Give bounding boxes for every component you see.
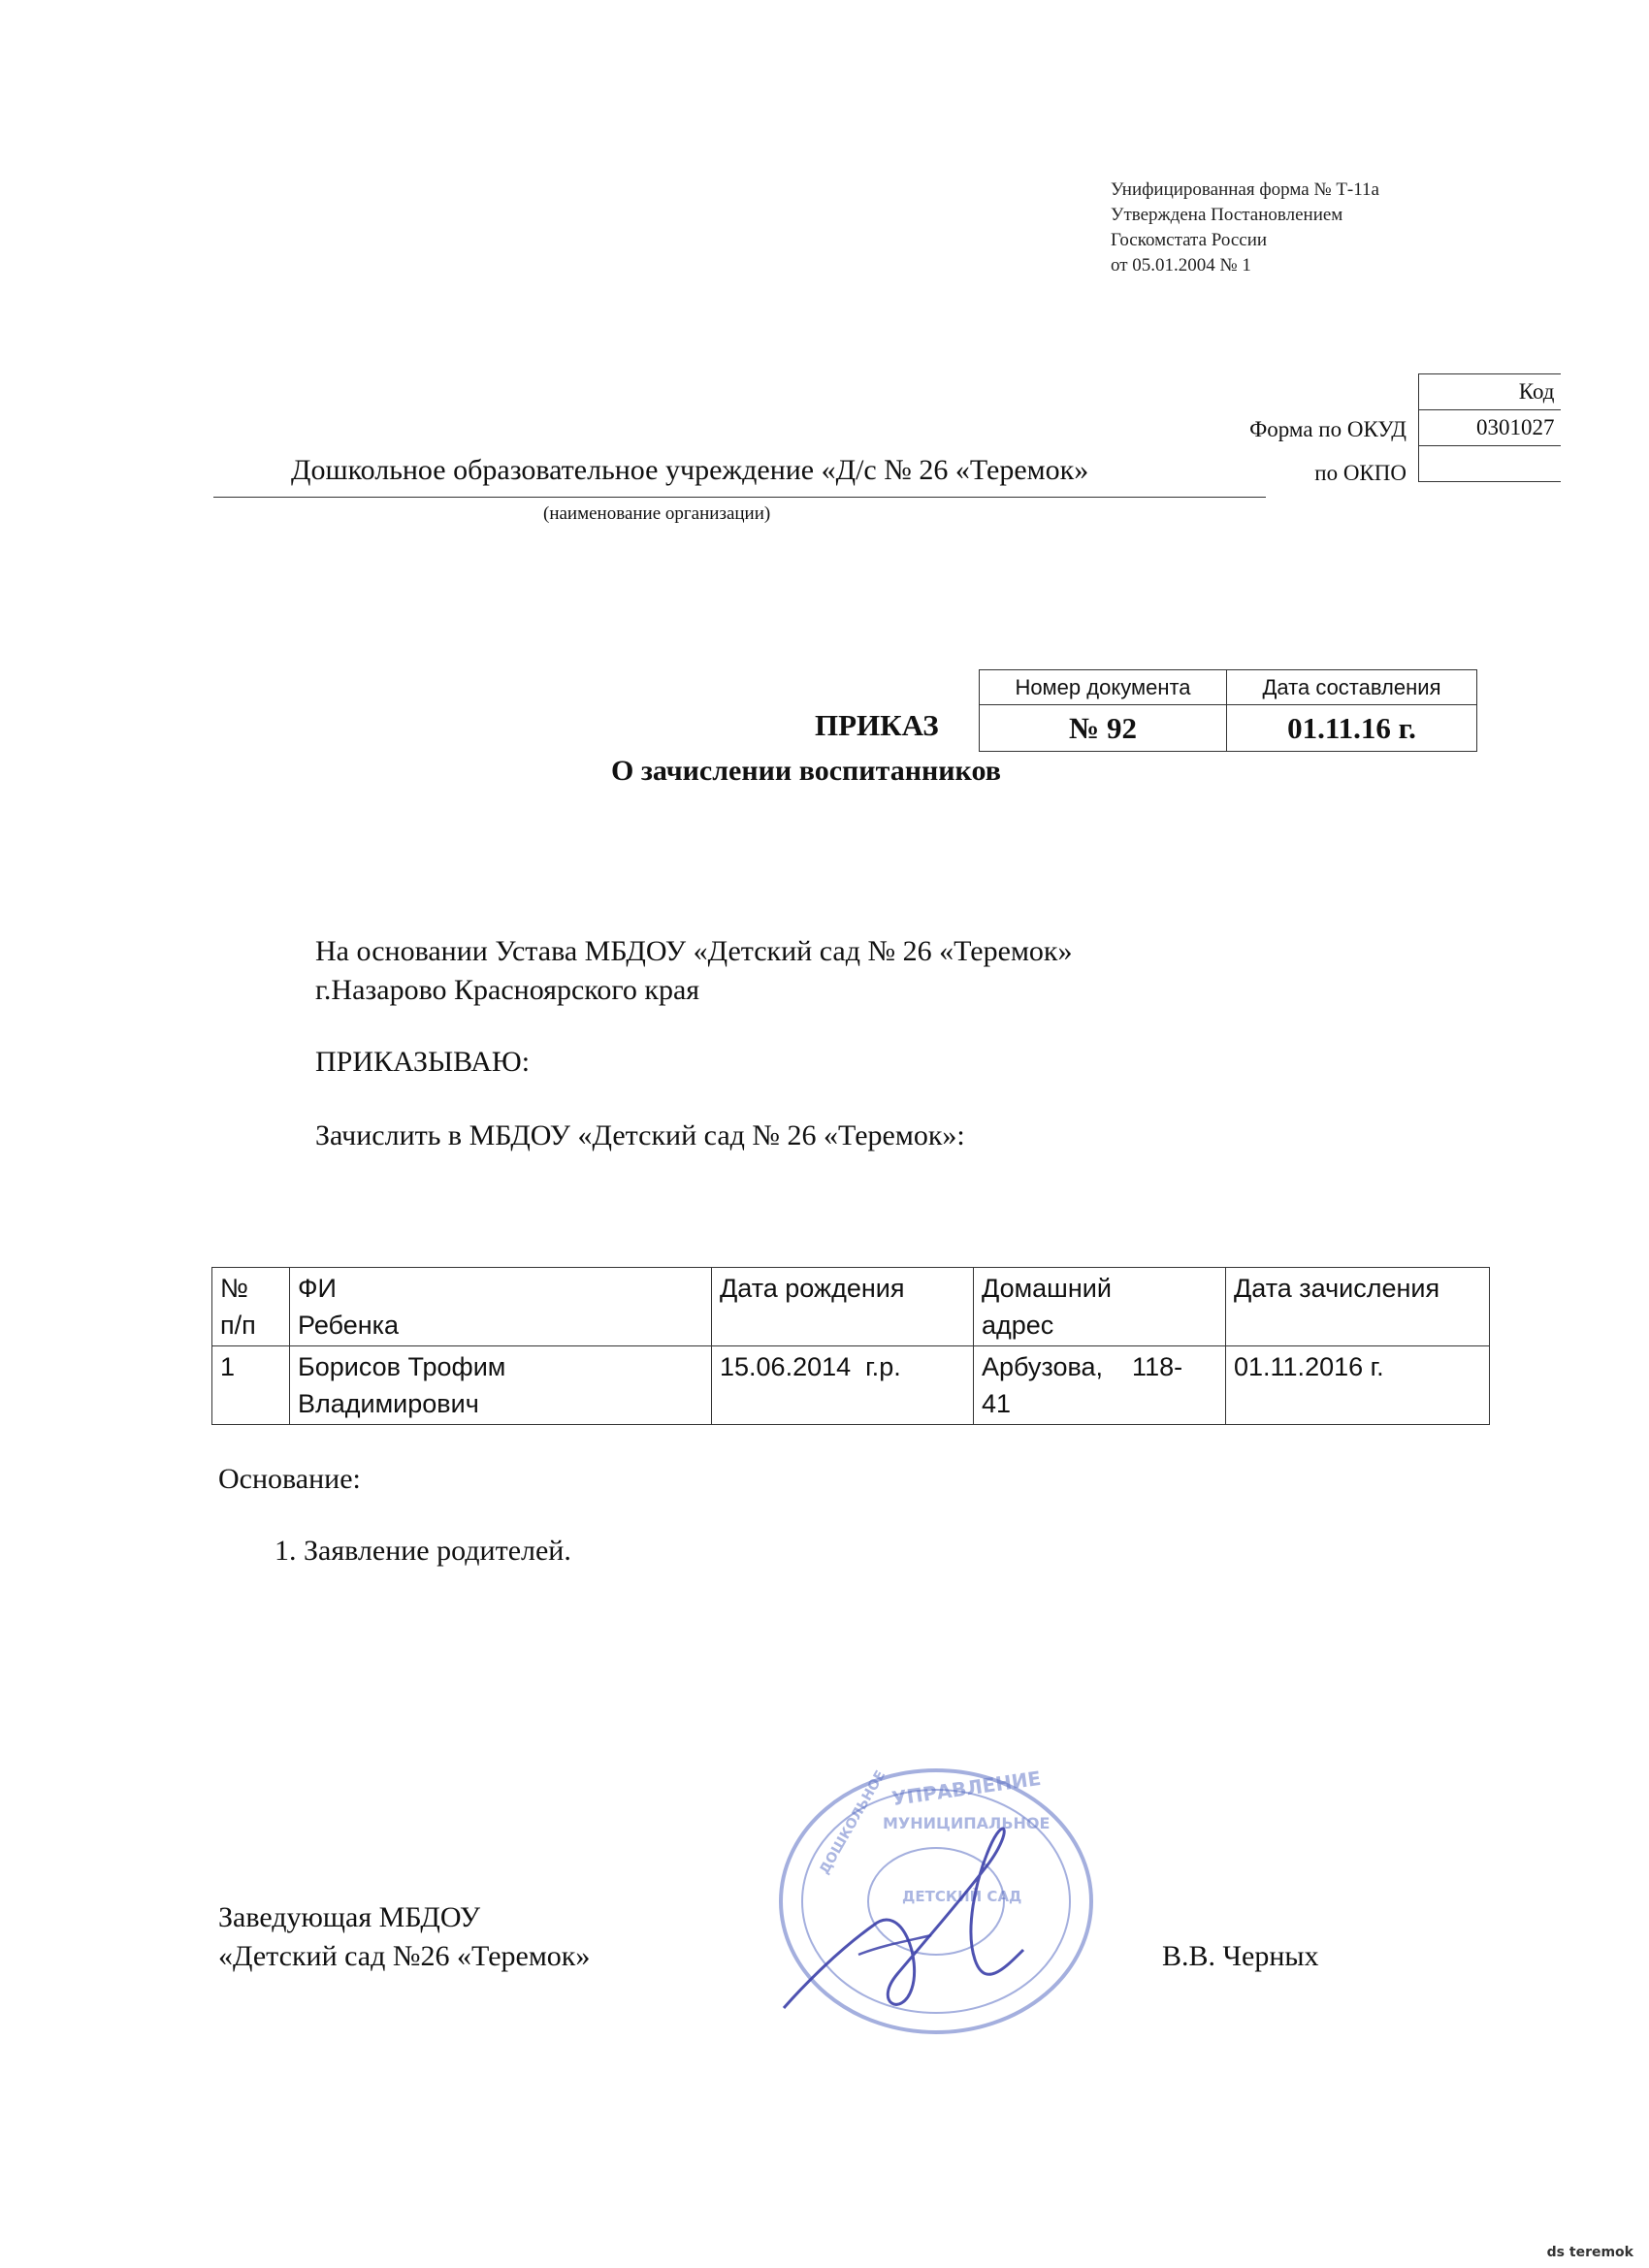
svg-text:МУНИЦИПАЛЬНОЕ: МУНИЦИПАЛЬНОЕ (883, 1814, 1051, 1832)
document-table (979, 669, 1477, 752)
header-text: адрес (982, 1311, 1054, 1340)
enroll-line: Зачислить в МБДОУ «Детский сад № 26 «Теремок»: (315, 1119, 965, 1151)
basis-item: 1. Заявление родителей. (275, 1535, 571, 1567)
document-subtitle: О зачислении воспитанников (611, 755, 1001, 787)
table-row (212, 1346, 1490, 1425)
table-cell: 01.11.2016 г. (1226, 1346, 1490, 1425)
svg-text:УПРАВЛЕНИЕ: УПРАВЛЕНИЕ (889, 1766, 1043, 1811)
okpo-value (1419, 446, 1561, 482)
order-word: ПРИКАЗЫВАЮ: (315, 1046, 531, 1078)
signature-name: В.В. Черных (1162, 1940, 1319, 1972)
document-number: № 92 (980, 705, 1227, 752)
codes-header: Код (1419, 374, 1561, 410)
document-date-header: Дата составления (1227, 670, 1477, 705)
form-header (1111, 178, 1379, 278)
header-cell (290, 1268, 712, 1346)
okpo-label: по ОКПО (1314, 461, 1406, 485)
okud-value: 0301027 (1419, 410, 1561, 446)
svg-text:ДОШКОЛЬНОЕ: ДОШКОЛЬНОЕ (817, 1767, 889, 1877)
signature-position: «Детский сад №26 «Теремок» (218, 1940, 591, 1972)
organization-underline (213, 497, 1266, 498)
stamp-image (766, 1756, 1096, 2047)
table-header-row (212, 1268, 1490, 1346)
header-text: № (220, 1274, 248, 1303)
form-header-line: Унифицированная форма № Т-11а (1111, 179, 1379, 200)
cell-text: Владимирович (298, 1389, 479, 1418)
watermark: ds teremok (1541, 2243, 1639, 2262)
table-cell: 15.06.2014 г.р. (712, 1346, 974, 1425)
form-header-line: Госкомстата России (1111, 230, 1268, 250)
table-cell: 1 (212, 1346, 290, 1425)
basis-title: Основание: (218, 1463, 361, 1495)
header-cell: Дата зачисления (1226, 1268, 1490, 1346)
cell-text: Борисов Трофим (298, 1352, 506, 1381)
table-cell (290, 1346, 712, 1425)
organization-caption: (наименование организации) (543, 503, 771, 524)
organization-name: Дошкольное образовательное учреждение «Д/с № 26 «Теремок» (291, 454, 1089, 486)
document-type: ПРИКАЗ (815, 708, 939, 742)
basis-line: На основании Устава МБДОУ «Детский сад № 26 «Теремок» (315, 935, 1073, 967)
header-text: ФИ (298, 1274, 337, 1303)
header-cell (212, 1268, 290, 1346)
children-table (211, 1267, 1490, 1425)
table-cell (974, 1346, 1226, 1425)
document-date: 01.11.16 г. (1227, 705, 1477, 752)
header-cell: Дата рождения (712, 1268, 974, 1346)
header-text: п/п (220, 1311, 256, 1340)
header-text: Ребенка (298, 1311, 400, 1340)
cell-text: Арбузова, 118- (982, 1352, 1183, 1381)
okud-label: Форма по ОКУД (1249, 417, 1406, 441)
form-header-line: Утверждена Постановлением (1111, 205, 1343, 225)
header-text: Домашний (982, 1274, 1112, 1303)
svg-text:ДЕТСКИЙ САД: ДЕТСКИЙ САД (902, 1888, 1022, 1905)
document-number-header: Номер документа (980, 670, 1227, 705)
basis-line: г.Назарово Красноярского края (315, 974, 700, 1006)
cell-text: 41 (982, 1389, 1012, 1418)
codes-table (1418, 373, 1561, 482)
form-header-line: от 05.01.2004 № 1 (1111, 255, 1251, 275)
header-cell (974, 1268, 1226, 1346)
signature-position: Заведующая МБДОУ (218, 1901, 481, 1933)
